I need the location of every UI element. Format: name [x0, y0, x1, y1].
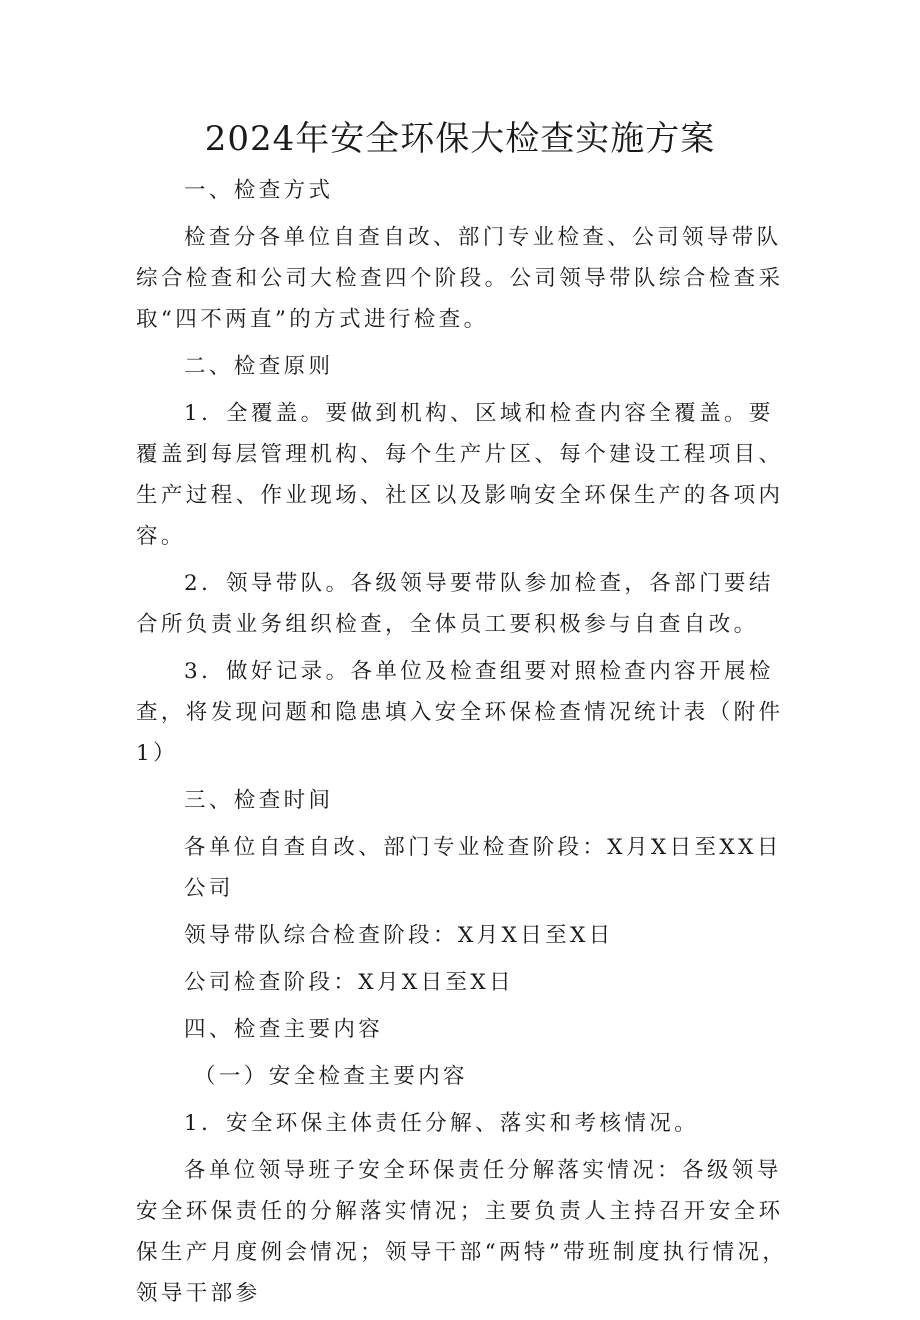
paragraph: 各单位领导班子安全环保责任分解落实情况：各级领导安全环保责任的分解落实情况；主要负责人主持召开安全环保生产月度例会情况；领导干部“两特”带班制度执行情况，领导干部参	[136, 1158, 788, 1306]
paragraph: 1．全覆盖。要做到机构、区域和检查内容全覆盖。要覆盖到每层管理机构、每个生产片区、每个建设工程项目、生产过程、作业现场、社区以及影响安全环保生产的各项内容。	[136, 401, 784, 549]
document-body	[136, 170, 796, 1320]
paragraph: 3．做好记录。各单位及检查组要对照检查内容开展检查，将发现问题和隐患填入安全环保检查情况统计表（附件1）	[136, 659, 784, 766]
schedule-line: 领导带队综合检查阶段：X月X日至X日	[184, 923, 614, 948]
schedule-line: 各单位自查自改、部门专业检查阶段：X月X日至XX日公司	[184, 835, 782, 901]
subsection-heading: （一）安全检查主要内容	[194, 1064, 468, 1089]
document-title: 2024年安全环保大检查实施方案	[204, 119, 716, 159]
section-heading-2: 二、检查原则	[184, 354, 334, 379]
paragraph: 2．领导带队。各级领导要带队参加检查，各部门要结合所负责业务组织检查，全体员工要积极参与自查自改。	[136, 571, 774, 637]
section-heading-1: 一、检查方式	[184, 178, 334, 203]
section-heading-3: 三、检查时间	[184, 788, 334, 813]
paragraph: 检查分各单位自查自改、部门专业检查、公司领导带队综合检查和公司大检查四个阶段。公司领导带队综合检查采取“四不两直”的方式进行检查。	[136, 225, 784, 332]
section-heading-4: 四、检查主要内容	[184, 1017, 384, 1042]
schedule-line: 公司检查阶段：X月X日至X日	[184, 970, 515, 995]
item-heading: 1．安全环保主体责任分解、落实和考核情况。	[184, 1111, 700, 1136]
